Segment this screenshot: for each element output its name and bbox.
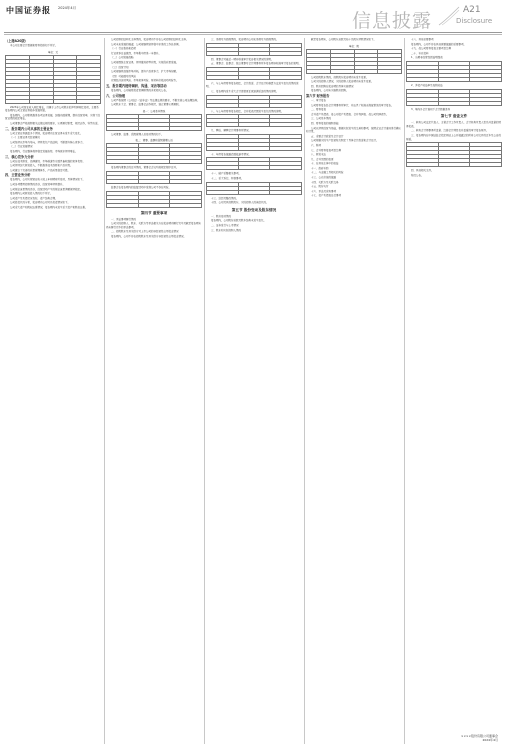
body-paragraph: 报告期内，公司股份总数及股本结构未发生变化。 (211, 219, 267, 223)
table-cell (470, 77, 502, 81)
body-paragraph: 六、与上年度财务报告相比，会计政策、会计估计和核算方法发生变化的情况说明。 (206, 81, 299, 89)
body-paragraph: 一、审计报告 (311, 98, 327, 102)
body-paragraph: 十六、承诺及或有事项 (311, 189, 337, 193)
body-paragraph: 报告期内，行业整体保持稳定发展态势，市场需求持续增长。 (10, 149, 78, 153)
body-paragraph: 公司财务报告经会计师事务所审计，并出具了标准无保留意见的审计报告。 (311, 103, 394, 107)
body-paragraph: 十五、股份支付 (311, 185, 329, 189)
data-table (206, 114, 302, 127)
data-table (406, 142, 502, 167)
table-cell (270, 103, 302, 107)
table-row (407, 101, 502, 105)
body-paragraph: 报告期内，公司不存在其他需要披露的重要事项。 (411, 42, 467, 46)
body-paragraph: 三、股东和实际控制人情况 (211, 228, 242, 232)
body-paragraph: 公司坚持以市场为导向，持续优化产品结构，不断提升核心竞争力。 (10, 140, 86, 144)
body-paragraph: 1、当期非经常性损益明细表 (411, 56, 443, 60)
table-cell (238, 75, 270, 79)
body-paragraph: 截至报告期末，公司股东总数及前十名股东持股情况如下。 (311, 38, 377, 41)
body-paragraph: 十一、政府补助 (311, 166, 329, 170)
table-row (307, 69, 402, 73)
table-cell (138, 160, 170, 164)
table-cell (270, 51, 302, 55)
data-table (5, 55, 101, 104)
chapter-heading: 第七节 备查文件 (440, 114, 468, 119)
body-paragraph: 十、年度报告披露后面临退市情况。 (211, 152, 252, 156)
body-paragraph: （一）行业格局和趋势 (111, 47, 137, 51)
body-paragraph: 行业竞争日益激烈，市场集中度进一步提升。 (111, 51, 162, 55)
body-paragraph: 十二、重大诉讼、仲裁事项。 (211, 176, 244, 180)
data-table (406, 61, 502, 82)
body-paragraph: 二、载有会计师事务所盖章、注册会计师签名并盖章的审计报告原件。 (411, 129, 489, 133)
table-cell (407, 101, 439, 105)
page-number: A21 (463, 5, 481, 15)
table-cell (170, 179, 202, 183)
table-cell (470, 101, 502, 105)
table-row (207, 190, 302, 194)
table-row (207, 103, 302, 107)
chapter-heading: 第五节 股份变动及股东情况 (231, 207, 277, 212)
table-row (107, 126, 202, 130)
body-paragraph: 三、公司基本情况 (311, 117, 332, 121)
table-row (6, 99, 101, 103)
body-paragraph: （四）可能面对的风险 (111, 74, 137, 78)
body-paragraph: 十三、处罚及整改情况。 (211, 196, 239, 200)
body-paragraph: 公司重大资产和股权出售情况，报告期内未发生重大资产和股权出售。 (10, 205, 88, 209)
table-cell (170, 203, 202, 207)
section-heading: 六、公司治理 (106, 93, 126, 98)
article-column-5 (406, 38, 502, 744)
data-table (206, 43, 302, 56)
section-heading: 二、报告期内公司从事的主要业务 (5, 126, 53, 131)
table-cell (6, 99, 30, 103)
table-row (407, 77, 502, 81)
body-paragraph: 报告期内，公司积极推进各项业务发展，加强内部管理，提升经营效率，实现了经营业绩的稳定增长。 (5, 113, 101, 121)
table-row (207, 166, 302, 170)
table-cell (438, 101, 470, 105)
table-cell (138, 203, 170, 207)
column-divider (204, 38, 205, 744)
body-paragraph: 报告期内公司研发投入情况如下所示。 (10, 192, 53, 196)
table-cell (438, 163, 470, 167)
column-divider (104, 38, 105, 744)
data-table (206, 67, 302, 80)
body-paragraph: 四、股份回购在报告期的具体实施情况 (311, 84, 354, 88)
data-table (106, 191, 202, 208)
table-cell (107, 203, 139, 207)
table-cell (207, 190, 239, 194)
body-paragraph: （二）公司发展战略 (111, 56, 134, 60)
body-paragraph: 公司投资状况分析，报告期内公司对外投资情况如下。 (10, 201, 71, 205)
table-caption: 表二：董事、监事和高级管理人员 (135, 139, 173, 143)
body-paragraph: 报告期内，公司接待投资者调研情况详见相关公告。 (111, 88, 169, 92)
table-cell (270, 75, 302, 79)
table-cell (238, 190, 270, 194)
section-heading: 三、核心竞争力分析 (5, 154, 34, 159)
table-cell (238, 103, 270, 107)
body-paragraph: 一、承诺事项履行情况 (111, 217, 137, 221)
data-table (106, 143, 202, 164)
column-divider (304, 38, 305, 744)
body-paragraph: 九、合并范围的变更 (311, 157, 334, 161)
body-paragraph: 二、财务报表 (311, 108, 327, 112)
body-paragraph: 三、违规对外担保情况，报告期内公司无违规对外担保情况。 (211, 38, 279, 41)
table-cell (238, 123, 270, 127)
article-column-2 (106, 38, 202, 744)
body-paragraph: 六、税项 (311, 143, 322, 147)
body-paragraph: 监事会在报告期内的监督活动中发现公司不存在风险。 (111, 185, 172, 189)
body-paragraph: 一、载有公司法定代表人、主管会计工作负责人、会计机构负责人签名并盖章的财务报表。 (406, 121, 502, 128)
body-paragraph: 公司各项费用控制情况良好，经营效率持续提升。 (10, 182, 66, 186)
signature-block (461, 734, 498, 742)
body-paragraph: （一）主要业务及经营模式 (10, 136, 41, 140)
article-column-3 (206, 38, 302, 744)
table-cell (207, 146, 239, 150)
table-cell (138, 179, 170, 183)
table-cell (77, 99, 101, 103)
body-paragraph: 七、合并财务报表项目注释 (311, 148, 342, 152)
body-paragraph: 公司实际控制人情况，实际控制人报告期内未发生变更。 (311, 80, 374, 84)
table-row (107, 203, 202, 207)
data-table (206, 182, 302, 195)
signature-date: 2024年4月 (482, 738, 498, 742)
body-paragraph: 特此公告。 (411, 173, 424, 177)
table-cell (238, 166, 270, 170)
body-paragraph: 公司控制的结构化主体情况，报告期内不存在公司控制的结构化主体。 (111, 38, 189, 41)
body-paragraph: 公司持续加大研发投入，不断推进技术创新和产品升级。 (10, 164, 73, 168)
section-title-en: Disclosure (456, 17, 493, 25)
body-paragraph: 四、其他相关文件。 (411, 169, 434, 173)
data-table (206, 157, 302, 170)
body-paragraph: 十七、资产负债表日后事项 (311, 194, 342, 198)
body-paragraph: 十、在其他主体中的权益 (311, 162, 339, 166)
body-paragraph: 本公司主要会计数据和财务指标如下所示。 (10, 44, 58, 47)
table-row (107, 160, 202, 164)
table-row (107, 179, 202, 183)
table-cell (207, 51, 239, 55)
table-cell (238, 51, 270, 55)
newspaper-logo: 中国证券报 (6, 5, 51, 15)
header-rule-thin (4, 34, 502, 35)
table-cell (378, 69, 402, 73)
article-column-4 (306, 38, 402, 744)
table-row (207, 146, 302, 150)
table-cell (170, 126, 202, 130)
table-row (407, 163, 502, 167)
data-table (106, 114, 202, 131)
body-paragraph: 报告期内，公司实现营业收入较上年同期有所变动，具体情况如下。 (10, 178, 86, 182)
table-cell (238, 146, 270, 150)
section-title: 信息披露 (352, 10, 433, 32)
section-heading: 五、报告期内接待调研、沟通、采访等活动 (106, 83, 167, 88)
table-row (207, 123, 302, 127)
body-paragraph: 3、境内外会计准则下会计数据差异 (411, 107, 451, 111)
body-paragraph: 报告期内，公司未实施股份回购。 (311, 89, 349, 93)
body-paragraph: 十三、公允价值的披露 (311, 176, 337, 180)
data-table (206, 95, 302, 108)
body-paragraph: 公司资产及负债状况良好，资产结构合理。 (10, 196, 58, 200)
body-paragraph: 十四、关联方及关联交易 (311, 180, 339, 184)
section-heading: 四、主营业务分析 (5, 173, 31, 178)
body-paragraph: 公司严格按照《公司法》《证券法》等法律法规的要求，不断完善公司治理结构。 (111, 98, 200, 102)
body-paragraph: 公司以持续经营为基础，根据实际发生的交易和事项，按照企业会计准则进行确认和计量。 (306, 126, 402, 134)
table-cell (270, 166, 302, 170)
table-cell (270, 146, 302, 150)
table-cell (107, 179, 139, 183)
table-cell (207, 103, 239, 107)
data-table (206, 134, 302, 151)
body-paragraph: 十四、公司及其控股股东、实际控制人的诚信状况。 (211, 201, 269, 205)
body-paragraph: 公司主营业务涵盖多个领域，报告期内主营业务未发生重大变化。 (10, 131, 83, 135)
body-paragraph: 四、财务报表的编制基础 (311, 121, 339, 125)
body-paragraph: 公司未来发展的展望，公司将继续坚持稳中求进的工作总基调。 (111, 42, 182, 46)
table-caption: 单位：元 (47, 50, 58, 54)
data-table (106, 171, 202, 184)
table-caption: 表一：公司基本情况 (142, 109, 166, 113)
body-paragraph: 七、报告期内发生重大会计差错更正需追溯重述的情况说明。 (211, 89, 279, 93)
table-cell (138, 126, 170, 130)
body-paragraph: 2023年公司营业收入同比增长，归属于上市公司股东的净利润同比变动，主要系报告期内公司主营业务稳步发展所致。 (5, 105, 99, 113)
section-heading: （上接A20版） (5, 39, 28, 43)
table-cell (29, 99, 53, 103)
body-paragraph: （三）经营计划 (111, 65, 129, 69)
table-cell (407, 77, 439, 81)
chapter-heading: 第四节 重要事项 (140, 210, 168, 215)
body-paragraph: 五、重要会计政策及会计估计 (311, 134, 344, 138)
body-paragraph: 报告期内，公司不存在控股股东及其关联方非经营性占用资金情况。 (111, 234, 187, 238)
table-cell (354, 69, 378, 73)
body-paragraph: 公司实际控制人、股东、关联方等承诺相关方在报告期内履行完毕及截至报告期末尚未履行完毕的承诺事项。 (106, 222, 202, 229)
body-paragraph: 五、董事会、监事会、独立董事对会计师事务所本报告期非标准审计报告的说明。 (211, 62, 302, 66)
table-cell (207, 166, 239, 170)
table-cell (407, 163, 439, 167)
issue-date: 2024年4月 (58, 6, 77, 10)
body-paragraph: 三、报告期内在中国证监会指定网站上公开披露过的所有公司文件的正本及公告的原稿。 (406, 133, 502, 141)
table-row (207, 51, 302, 55)
body-paragraph: 十二、与金融工具相关的风险 (311, 171, 344, 175)
body-paragraph: 宏观经济波动风险、市场竞争风险、原材料价格波动风险等。 (111, 79, 179, 83)
body-paragraph: 十一、破产重整相关事项。 (211, 172, 242, 176)
body-paragraph: 公司董事、监事、高级管理人员变动情况如下。 (111, 132, 164, 136)
body-paragraph: 公司将围绕主营业务，持续推进转型升级，实现高质量发展。 (111, 60, 179, 64)
body-paragraph: 公司股东大会、董事会、监事会运作规范，独立董事认真履职。 (111, 103, 182, 107)
body-paragraph: 九、聘任、解聘会计师事务所情况。 (211, 129, 252, 133)
table-cell (53, 99, 77, 103)
body-paragraph: 2、净资产收益率及每股收益 (411, 83, 443, 87)
header-rule (4, 32, 502, 33)
table-cell (307, 69, 331, 73)
table-cell (438, 77, 470, 81)
body-paragraph: 二十、补充资料 (411, 51, 429, 55)
data-table (306, 49, 402, 74)
data-table (406, 89, 502, 106)
table-cell (107, 126, 139, 130)
body-paragraph: 四、董事会对最近一期非标准审计报告相关情况的说明。 (211, 57, 274, 61)
body-paragraph: 公司在技术研发、品牌建设、市场渠道等方面具备较强的竞争优势。 (10, 159, 86, 163)
body-paragraph: 公司将继续加强市场开拓，提升产品竞争力，扩大市场份额。 (111, 70, 179, 74)
table-cell (270, 190, 302, 194)
table-cell (207, 123, 239, 127)
masthead (0, 0, 506, 34)
body-paragraph: 十八、其他重要事项 (411, 38, 434, 41)
body-paragraph: 公司建立了完善的质量管理体系，产品质量稳定可靠。 (10, 168, 71, 172)
body-paragraph: （二）行业发展情况 (10, 145, 33, 149)
article-column-1 (5, 38, 101, 744)
table-cell (207, 75, 239, 79)
body-paragraph: 二、证券发行与上市情况 (211, 223, 239, 227)
body-paragraph: 报告期内董事会的召开情况，董事会会议均按规定程序召开。 (111, 166, 179, 170)
body-paragraph: 八、研发支出 (311, 153, 327, 157)
table-cell (330, 69, 354, 73)
body-paragraph: 公司根据实际生产经营特点制定了具体会计政策和会计估计。 (311, 139, 379, 143)
signature-company: ××××股份有限公司董事会 (460, 734, 498, 738)
body-paragraph: 一、股份变动情况 (211, 214, 232, 218)
body-paragraph: 二、控股股东及其关联方对上市公司的非经营性占用资金情况 (111, 230, 179, 234)
section-heading: 第六节 财务报告 (306, 93, 330, 98)
table-cell (170, 160, 202, 164)
body-paragraph: 公司现金流量情况良好，经营活动产生的现金流量净额保持稳定。 (10, 187, 83, 191)
body-paragraph: 合并资产负债表、母公司资产负债表、合并利润表、母公司利润表等。 (311, 112, 389, 116)
table-caption: 单位：股 (348, 44, 359, 48)
table-cell (470, 163, 502, 167)
column-divider (404, 38, 405, 744)
body-paragraph: 公司董事会严格按照相关法律法规的要求，认真履行职责，规范运作，科学决策。 (10, 121, 101, 125)
body-paragraph: 公司控股股东情况，控股股东报告期内未发生变更。 (311, 75, 369, 79)
table-row (207, 75, 302, 79)
body-paragraph: 十九、母公司财务报表主要项目注释 (411, 47, 452, 51)
table-cell (107, 160, 139, 164)
body-paragraph: 八、与上年度财务报告相比，合并报表范围发生变化的情况说明。 (211, 109, 284, 113)
table-cell (270, 123, 302, 127)
